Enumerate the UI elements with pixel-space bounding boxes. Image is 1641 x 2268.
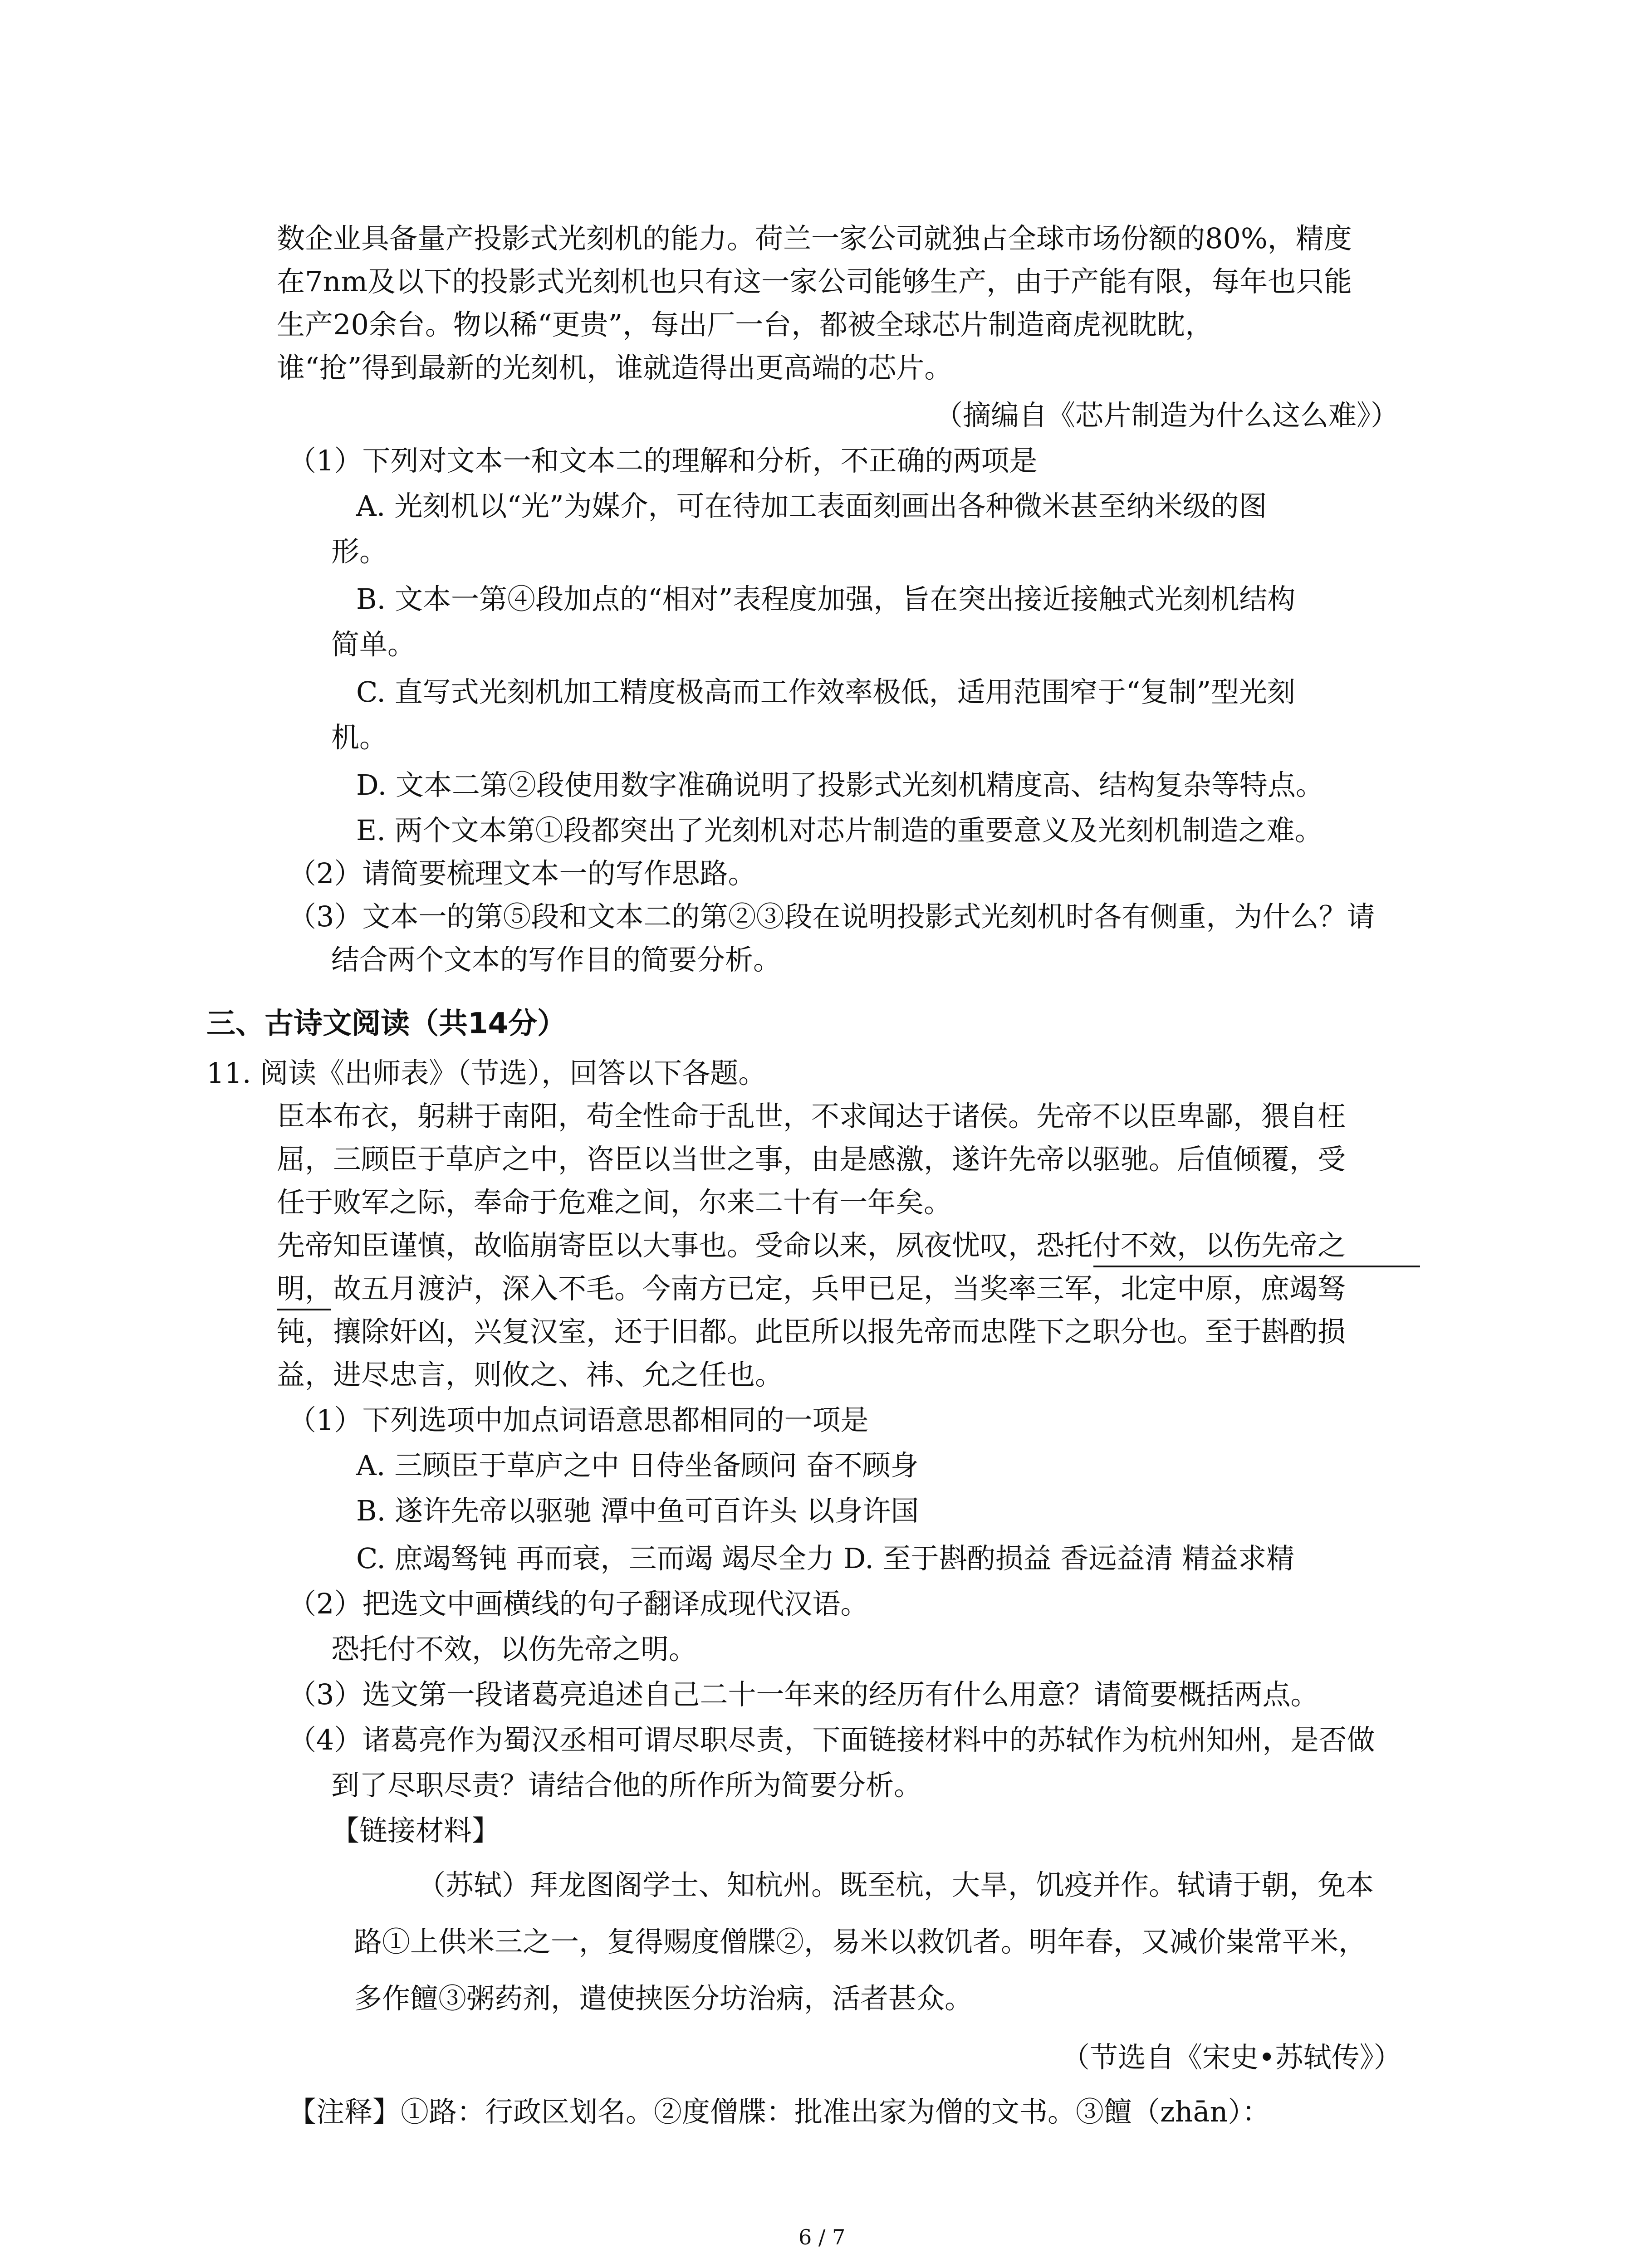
passage-line-6: 钝，攘除奸凶，兴复汉室，还于旧都。此臣所以报先帝而忠陛下之职分也。至于斟酌损: [277, 1315, 1346, 1348]
link-material-title: 【链接材料】: [331, 1814, 500, 1847]
underline-sentence-part2: [277, 1309, 331, 1310]
q10-option-a: A. 光刻机以“光”为媒介，可在待加工表面刻画出各种微米甚至纳米级的图: [356, 489, 1267, 523]
text1-source: （摘编自《芯片制造为什么这么难》）: [935, 399, 1399, 432]
q10-sub3-line1: （3）文本一的第⑤段和文本二的第②③段在说明投影式光刻机时各有侧重，为什么？请: [288, 900, 1375, 933]
q11-sub4-line1: （4）诸葛亮作为蜀汉丞相可谓尽职尽责，下面链接材料中的苏轼作为杭州知州，是否做: [288, 1723, 1375, 1756]
q10-option-b: B. 文本一第④段加点的“相对”表程度加强，旨在突出接近接触式光刻机结构: [356, 582, 1296, 616]
q10-sub3-line2: 结合两个文本的写作目的简要分析。: [331, 943, 782, 976]
q11-sub3: （3）选文第一段诸葛亮追述自己二十一年来的经历有什么用意？请简要概括两点。: [288, 1678, 1319, 1711]
q11-stem: 11. 阅读《出师表》（节选），回答以下各题。: [206, 1056, 767, 1090]
q10-option-b-cont: 简单。: [331, 628, 416, 661]
q10-option-a-cont: 形。: [331, 535, 388, 568]
q10-sub1: （1）下列对文本一和文本二的理解和分析，不正确的两项是: [288, 444, 1038, 477]
notes: 【注释】①路：行政区划名。②度僧牒：批准出家为僧的文书。③饘（zhān）：: [288, 2095, 1270, 2128]
q10-option-c: C. 直写式光刻机加工精度极高而工作效率极低，适用范围窄于“复制”型光刻: [356, 675, 1296, 709]
passage-line-1: 臣本布衣，躬耕于南阳，苟全性命于乱世，不求闻达于诸侯。先帝不以臣卑鄙，猥自枉: [277, 1100, 1346, 1133]
passage-line-4: 先帝知臣谨慎，故临崩寄臣以大事也。受命以来，夙夜忧叹，恐托付不效，以伤先帝之: [277, 1229, 1346, 1262]
q11-sub2: （2）把选文中画横线的句子翻译成现代汉语。: [288, 1587, 869, 1620]
section-heading: 三、古诗文阅读（共14分）: [206, 1007, 567, 1041]
text1-line-2: 在7nm及以下的投影式光刻机也只有这一家公司能够生产，由于产能有限，每年也只能: [277, 265, 1352, 298]
q10-option-e: E. 两个文本第①段都突出了光刻机对芯片制造的重要意义及光刻机制造之难。: [356, 814, 1323, 847]
passage-line-3: 任于败军之际，奉命于危难之间，尔来二十有一年矣。: [277, 1186, 952, 1219]
text1-line-3: 生产20余台。物以稀“更贵”，每出厂一台，都被全球芯片制造商虎视眈眈，: [277, 308, 1214, 341]
underline-sentence-part1: [1093, 1266, 1420, 1267]
q11-sub4-line2: 到了尽职尽责？请结合他的所作所为简要分析。: [331, 1769, 922, 1802]
passage-line-2: 屈，三顾臣于草庐之中，咨臣以当世之事，由是感激，遂许先帝以驱驰。后值倾覆，受: [277, 1143, 1346, 1176]
passage-line-7: 益，进尽忠言，则攸之、祎、允之任也。: [277, 1358, 784, 1391]
q11-sub1: （1）下列选项中加点词语意思都相同的一项是: [288, 1403, 869, 1437]
link-source: （节选自《宋史•苏轼传》）: [1062, 2041, 1402, 2074]
link-line-3: 多作饘③粥药剂，遣使挟医分坊治病，活者甚众。: [354, 1982, 973, 2015]
q10-option-c-cont: 机。: [331, 721, 388, 754]
q11-option-a: A. 三顾臣于草庐之中 日侍坐备顾问 奋不顾身: [356, 1449, 919, 1482]
q10-option-d: D. 文本二第②段使用数字准确说明了投影式光刻机精度高、结构复杂等特点。: [356, 768, 1324, 802]
q10-sub2: （2）请简要梳理文本一的写作思路。: [288, 857, 756, 890]
link-line-2: 路①上供米三之一，复得赐度僧牒②，易米以救饥者。明年春，又减价粜常平米，: [354, 1925, 1367, 1958]
q11-sub2-sentence: 恐托付不效，以伤先帝之明。: [331, 1633, 697, 1666]
page-number: 6 / 7: [798, 2225, 846, 2249]
link-line-1: （苏轼）拜龙图阁学士、知杭州。既至杭，大旱，饥疫并作。轼请于朝，免本: [417, 1868, 1374, 1901]
text1-line-1: 数企业具备量产投影式光刻机的能力。荷兰一家公司就独占全球市场份额的80%，精度: [277, 222, 1352, 255]
text1-line-4: 谁“抢”得到最新的光刻机，谁就造得出更高端的芯片。: [277, 351, 953, 384]
q11-option-b: B. 遂许先帝以驱驰 潭中鱼可百许头 以身许国: [356, 1494, 919, 1527]
q11-option-cd: C. 庶竭驽钝 再而衰，三而竭 竭尽全力 D. 至于斟酌损益 香远益清 精益求精: [356, 1542, 1295, 1575]
passage-line-5: 明，故五月渡泸，深入不毛。今南方已定，兵甲已足，当奖率三军，北定中原，庶竭驽: [277, 1272, 1346, 1305]
